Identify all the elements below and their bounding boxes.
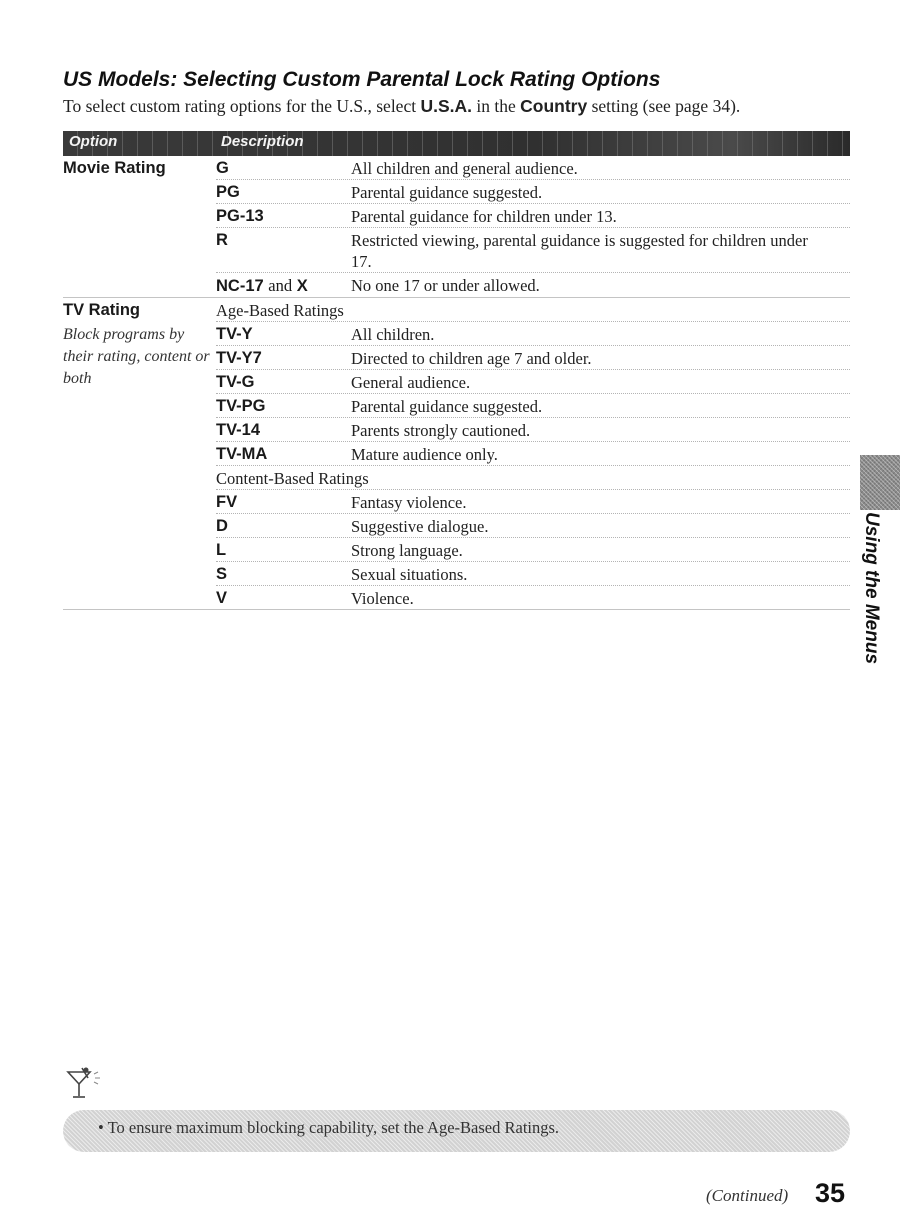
table-row bbox=[216, 489, 850, 513]
intro-paragraph bbox=[63, 96, 863, 117]
header-option: Option bbox=[69, 133, 118, 150]
rating-code: NC-17 bbox=[216, 277, 264, 295]
header-description: Description bbox=[221, 133, 304, 150]
rating-options-table bbox=[63, 131, 850, 610]
rating-desc: All children and general audience. bbox=[351, 159, 578, 178]
rating-code: V bbox=[216, 589, 228, 607]
table-row bbox=[216, 321, 850, 345]
table-row bbox=[216, 369, 850, 393]
table-row bbox=[216, 441, 850, 465]
rating-code-pair bbox=[216, 275, 351, 297]
table-row bbox=[216, 417, 850, 441]
table-row bbox=[216, 513, 850, 537]
content-based-heading: Content-Based Ratings bbox=[216, 465, 850, 489]
table-row bbox=[216, 345, 850, 369]
rating-code: TV-Y bbox=[216, 325, 253, 343]
section-tab-label: Using the Menus bbox=[861, 512, 882, 665]
rating-code: R bbox=[216, 231, 228, 249]
page-number: 35 bbox=[815, 1178, 846, 1208]
rating-code: L bbox=[216, 541, 227, 559]
intro-text-3: setting (see page 34). bbox=[587, 96, 741, 116]
tip-text: • To ensure maximum blocking capability, set the Age-Based Ratings. bbox=[98, 1118, 560, 1137]
rating-desc: Parental guidance for children under 13. bbox=[351, 207, 617, 226]
table-row bbox=[216, 156, 850, 179]
rating-code: FV bbox=[216, 493, 238, 511]
rating-desc: Restricted viewing, parental guidance is suggested for children under 17. bbox=[351, 231, 808, 271]
rating-code: TV-14 bbox=[216, 421, 261, 439]
rating-desc: Mature audience only. bbox=[351, 445, 498, 464]
table-row bbox=[216, 393, 850, 417]
rating-code: PG bbox=[216, 183, 240, 201]
rating-desc: Directed to children age 7 and older. bbox=[351, 349, 592, 368]
intro-text-2: in the bbox=[472, 96, 521, 116]
rating-desc: General audience. bbox=[351, 373, 471, 392]
rating-code: TV-Y7 bbox=[216, 349, 262, 367]
age-based-heading: Age-Based Ratings bbox=[216, 301, 344, 320]
tip-icon bbox=[64, 1066, 108, 1107]
table-row bbox=[216, 272, 850, 297]
page-heading: US Models: Selecting Custom Parental Lock Rating Options bbox=[63, 68, 661, 91]
rating-desc: Parents strongly cautioned. bbox=[351, 421, 531, 440]
rating-desc: Strong language. bbox=[351, 541, 463, 560]
rating-desc: Fantasy violence. bbox=[351, 493, 467, 512]
table-row bbox=[216, 537, 850, 561]
rating-code: TV-G bbox=[216, 373, 255, 391]
rating-code: S bbox=[216, 565, 228, 583]
tv-rating-label: TV Rating bbox=[63, 301, 140, 319]
table-header bbox=[63, 131, 850, 156]
rating-code: G bbox=[216, 159, 229, 177]
movie-rating-group bbox=[63, 156, 850, 297]
rating-and: and bbox=[268, 276, 293, 295]
table-row bbox=[216, 179, 850, 203]
table-bottom-rule bbox=[63, 609, 850, 610]
rating-desc: Parental guidance suggested. bbox=[351, 183, 543, 202]
rating-code-2: X bbox=[296, 277, 308, 295]
table-row bbox=[216, 585, 850, 609]
rating-desc: Violence. bbox=[351, 589, 414, 608]
tv-rating-description: Block programs by their rating, content or both bbox=[63, 326, 210, 387]
table-row bbox=[216, 561, 850, 585]
tv-rating-label-block bbox=[63, 298, 213, 390]
movie-rating-label: Movie Rating bbox=[63, 159, 166, 177]
table-row bbox=[216, 227, 850, 272]
intro-country: Country bbox=[520, 96, 588, 116]
rating-desc: No one 17 or under allowed. bbox=[351, 276, 540, 295]
tv-rating-group bbox=[63, 297, 850, 609]
rating-code: TV-PG bbox=[216, 397, 266, 415]
rating-code: D bbox=[216, 517, 228, 535]
rating-desc: Sexual situations. bbox=[351, 565, 468, 584]
continued-label: (Continued) bbox=[706, 1186, 789, 1205]
movie-rating-label-block bbox=[63, 156, 213, 180]
intro-text-1: To select custom rating options for the U.S., select bbox=[63, 96, 421, 116]
rating-desc: All children. bbox=[351, 325, 435, 344]
rating-code: PG-13 bbox=[216, 207, 264, 225]
section-tab-marker bbox=[860, 455, 900, 510]
rating-code: TV-MA bbox=[216, 445, 268, 463]
intro-usa: U.S.A. bbox=[420, 96, 472, 116]
rating-desc: Suggestive dialogue. bbox=[351, 517, 489, 536]
table-row bbox=[216, 203, 850, 227]
rating-desc: Parental guidance suggested. bbox=[351, 397, 543, 416]
